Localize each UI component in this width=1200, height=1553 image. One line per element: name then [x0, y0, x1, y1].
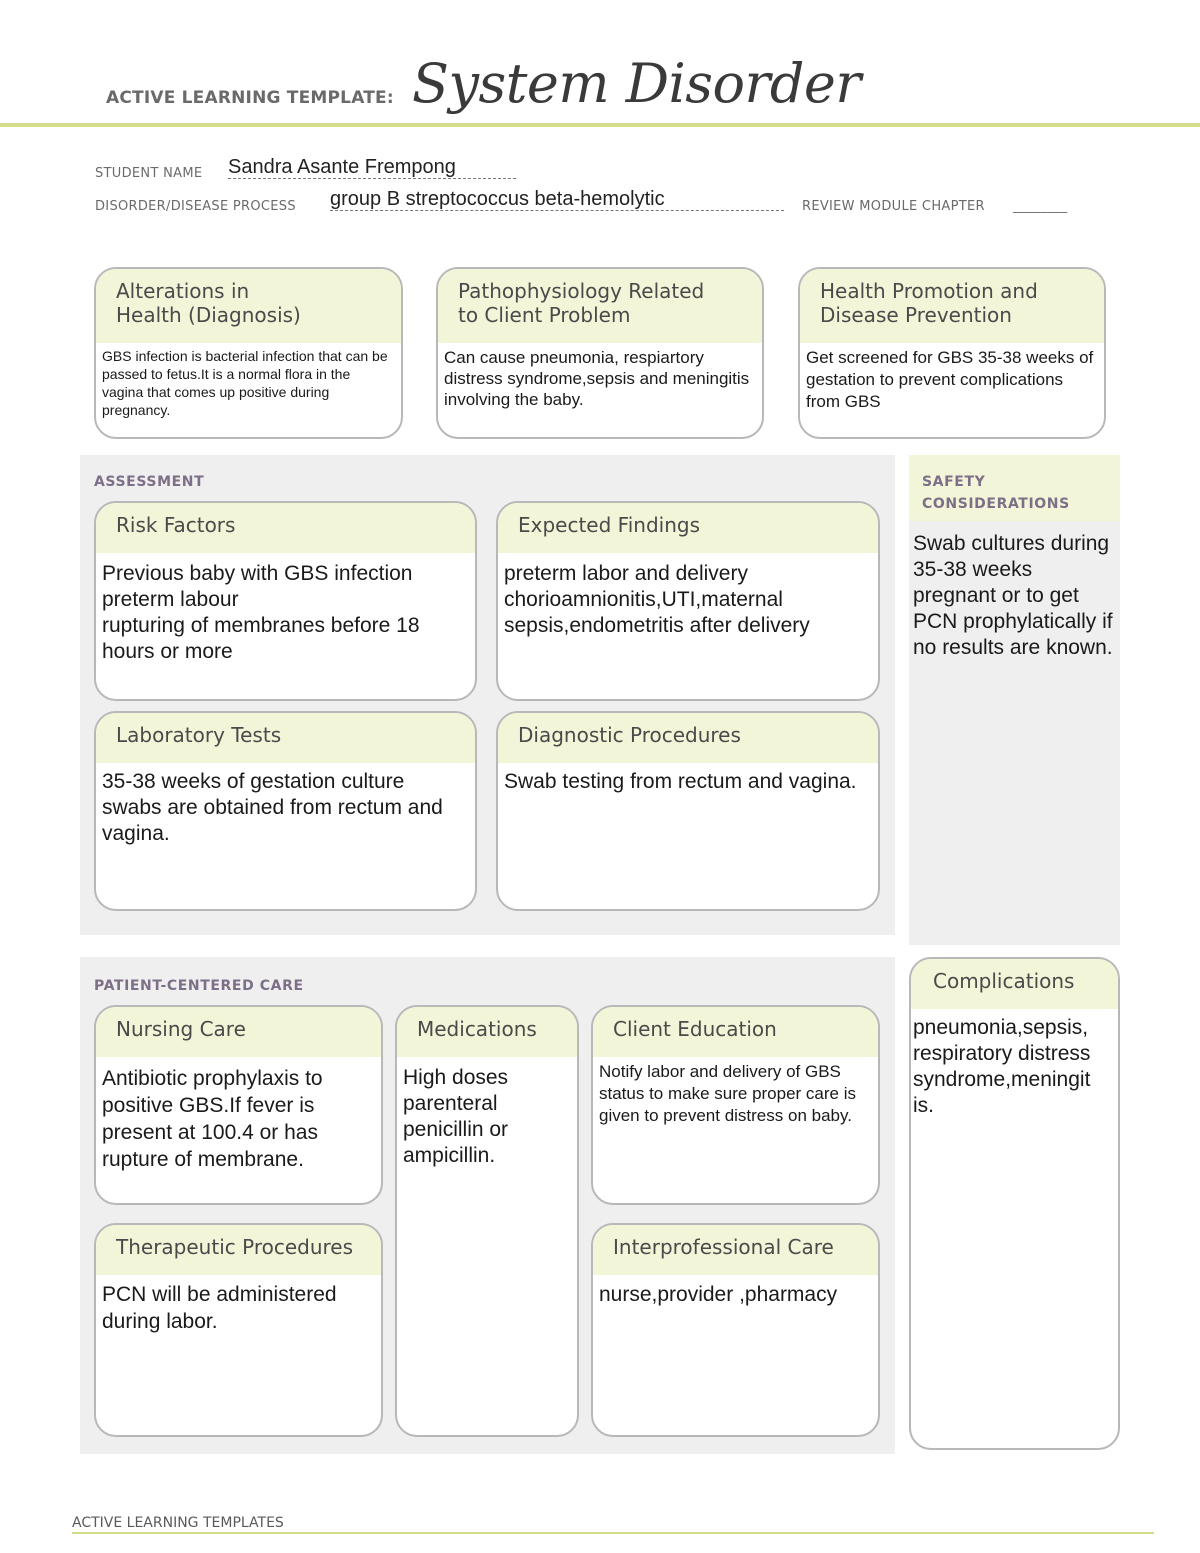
risk-factors-box: [94, 501, 477, 701]
client-education-title: Client Education: [593, 1007, 878, 1057]
health-promotion-box: [798, 267, 1106, 439]
client-education-text[interactable]: Notify labor and delivery of GBS status to make sure proper care is given to prevent distress on baby.: [599, 1062, 857, 1125]
complications-title: Complications: [911, 959, 1118, 1009]
risk-factors-title: Risk Factors: [96, 503, 475, 553]
safety-text[interactable]: Swab cultures during 35-38 weeks pregnant or to get PCN prophylatically if no results are known.: [913, 532, 1113, 659]
interprofessional-care-title: Interprofessional Care: [593, 1225, 878, 1275]
student-name-field[interactable]: Sandra Asante Frempong: [228, 156, 516, 179]
laboratory-tests-title: Laboratory Tests: [96, 713, 475, 763]
assessment-label: ASSESSMENT: [94, 474, 205, 490]
nursing-care-text[interactable]: Antibiotic prophylaxis to positive GBS.If fever is present at 100.4 or has rupture of membrane.: [102, 1067, 323, 1171]
review-module-label: REVIEW MODULE CHAPTER: [802, 199, 985, 214]
expected-findings-box: [496, 501, 880, 701]
footer-divider: [72, 1532, 1154, 1534]
review-module-field[interactable]: ________: [1013, 199, 1068, 214]
medications-text[interactable]: High doses parenteral penicillin or ampicillin.: [403, 1066, 509, 1167]
patient-care-label: PATIENT-CENTERED CARE: [94, 978, 304, 994]
expected-findings-title: Expected Findings: [498, 503, 878, 553]
pathophysiology-title: Pathophysiology Related to Client Problem: [438, 269, 762, 343]
diagnostic-procedures-title: Diagnostic Procedures: [498, 713, 878, 763]
interprofessional-care-text[interactable]: nurse,provider ,pharmacy: [599, 1283, 838, 1306]
medications-title: Medications: [397, 1007, 577, 1057]
diagnostic-procedures-text[interactable]: Swab testing from rectum and vagina.: [504, 770, 857, 793]
health-promotion-text[interactable]: Get screened for GBS 35-38 weeks of gestation to prevent complications from GBS: [806, 348, 1094, 411]
nursing-care-box: [94, 1005, 383, 1205]
medications-box: [395, 1005, 579, 1437]
therapeutic-procedures-text[interactable]: PCN will be administered during labor.: [102, 1283, 337, 1333]
student-name-label: STUDENT NAME: [95, 166, 203, 181]
page-title: System Disorder: [412, 52, 861, 115]
safety-label: SAFETY CONSIDERATIONS: [922, 474, 1070, 512]
alterations-text[interactable]: GBS infection is bacterial infection that can be passed to fetus.It is a normal flora in the vagina that comes up positive during pregnancy.: [102, 348, 388, 418]
safety-panel: [909, 455, 1120, 945]
therapeutic-procedures-title: Therapeutic Procedures: [96, 1225, 381, 1275]
alterations-box: [94, 267, 403, 439]
health-promotion-title: Health Promotion and Disease Prevention: [800, 269, 1104, 343]
client-education-box: [591, 1005, 880, 1205]
expected-findings-text[interactable]: preterm labor and delivery chorioamnionitis,UTI,maternal sepsis,endometritis after delivery: [504, 562, 810, 637]
header-divider: [0, 123, 1200, 127]
disorder-label: DISORDER/DISEASE PROCESS: [95, 199, 296, 214]
diagnostic-procedures-box: [496, 711, 880, 911]
interprofessional-care-box: [591, 1223, 880, 1437]
pathophysiology-text[interactable]: Can cause pneumonia, respiartory distress syndrome,sepsis and meningitis involving the baby.: [444, 348, 750, 409]
template-label: ACTIVE LEARNING TEMPLATE:: [106, 88, 394, 108]
risk-factors-text[interactable]: Previous baby with GBS infection preterm labour rupturing of membranes before 18 hours or more: [102, 562, 420, 663]
alterations-title: Alterations in Health (Diagnosis): [96, 269, 401, 343]
footer-label: ACTIVE LEARNING TEMPLATES: [72, 1515, 284, 1531]
complications-box: [909, 957, 1120, 1450]
nursing-care-title: Nursing Care: [96, 1007, 381, 1057]
pathophysiology-box: [436, 267, 764, 439]
complications-text[interactable]: pneumonia,sepsis, respiratory distress syndrome,meningit is.: [913, 1016, 1091, 1117]
laboratory-tests-box: [94, 711, 477, 911]
laboratory-tests-text[interactable]: 35-38 weeks of gestation culture swabs are obtained from rectum and vagina.: [102, 770, 443, 845]
disorder-field[interactable]: group B streptococcus beta-hemolytic: [330, 188, 784, 211]
therapeutic-procedures-box: [94, 1223, 383, 1437]
